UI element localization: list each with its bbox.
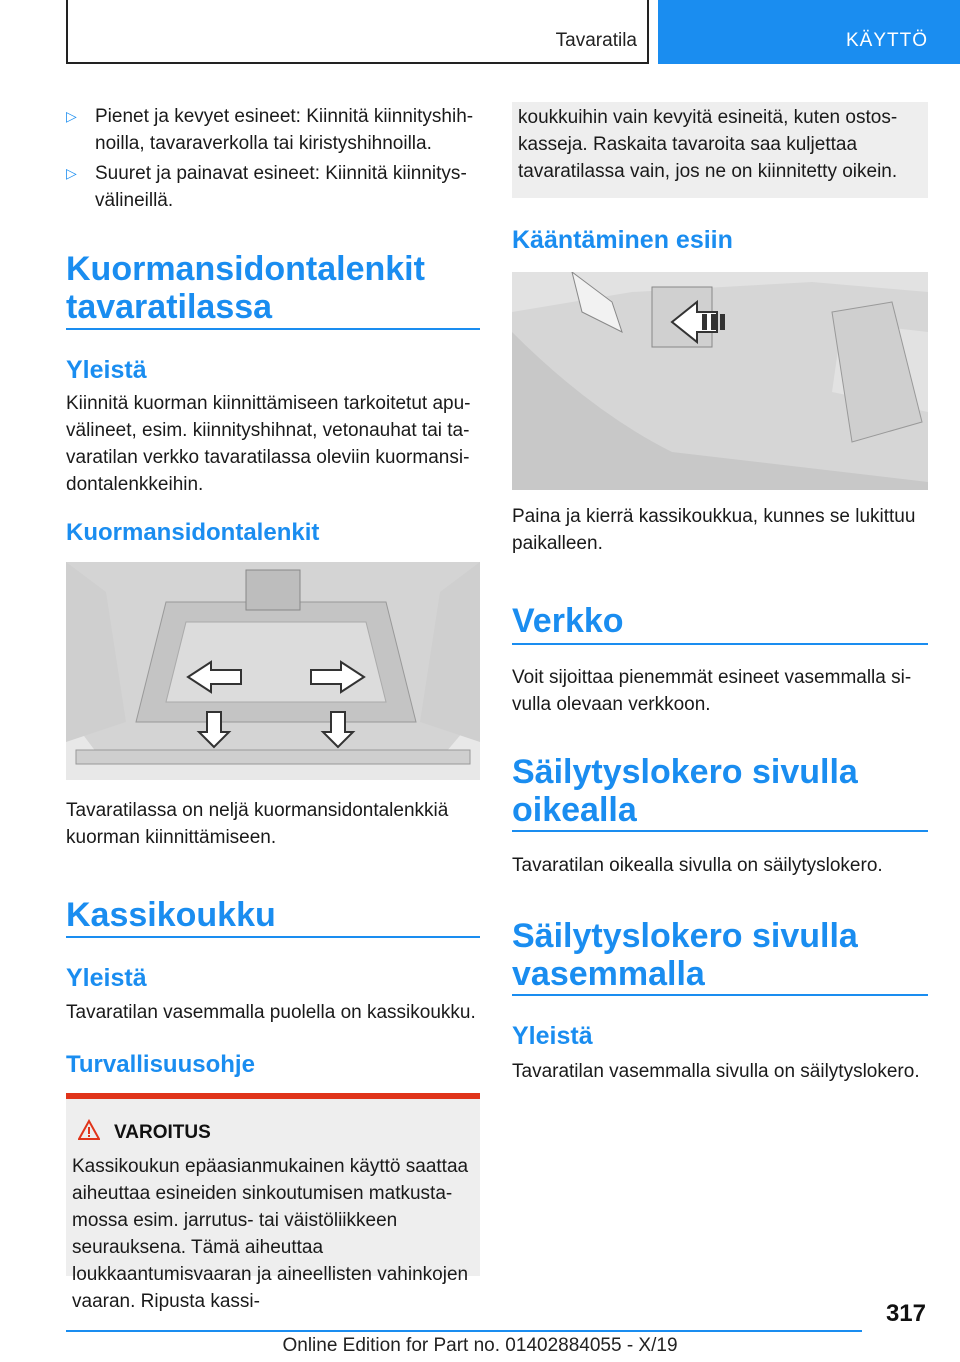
bullet-triangle-icon: ▷ (66, 108, 77, 124)
heading-bag-hook: Kassikoukku (66, 896, 276, 934)
warning-continued: koukkuihin vain kevyitä esineitä, kuten ostoskasseja. Raskaita tavaroita saa kuljettaa tavaratilassa vain, jos ne on kiinnitetty oikein. (512, 102, 928, 198)
bullet-triangle-icon: ▷ (66, 165, 77, 181)
heading-general: Yleistä (66, 964, 147, 992)
header-section-title: Tavaratila (555, 30, 637, 51)
bag-hook-illustration (512, 272, 928, 490)
paragraph-net: Voit sijoittaa pienemmät esineet vasemmalla sivulla olevaan verkkoon. (512, 667, 912, 715)
bag-hook-drawing (512, 272, 928, 490)
heading-general: Yleistä (66, 356, 147, 384)
trunk-anchors-drawing (66, 562, 480, 780)
paragraph-storage-right: Tavaratilan oikealla sivulla on säilytyslokero. (512, 855, 883, 876)
heading-rule (66, 328, 480, 330)
paragraph-general: Kiinnitä kuorman kiinnittämiseen tarkoitetut apuvälineet, esim. kiinnityshihnat, vetonauhat tai tavaratilan verkko tavaratilassa oleviin kuormansidontalenkkeihin. (66, 393, 471, 495)
heading-net: Verkko (512, 602, 624, 640)
paragraph-bag-hook: Tavaratilan vasemmalla puolella on kassikoukku. (66, 1002, 476, 1023)
heading-rule (512, 643, 928, 645)
heading-general: Yleistä (512, 1022, 593, 1050)
heading-rule (66, 936, 480, 938)
header-section-tab (66, 0, 649, 64)
bullet-item (66, 103, 480, 157)
footer-edition: Online Edition for Part no. 01402884055 - X/19 (282, 1335, 678, 1356)
bullet-text: Suuret ja painavat esineet: Kiinnitä kiinnitysvälineillä. (95, 163, 467, 211)
bullet-item (66, 160, 480, 214)
paragraph-storage-left: Tavaratilan vasemmalla sivulla on säilytyslokero. (512, 1061, 920, 1082)
page-number: 317 (885, 1300, 926, 1327)
heading-anchors-in-trunk: Kuormansidontalenkit tavaratilassa (66, 250, 425, 326)
warning-box (66, 1099, 480, 1312)
bullet-text: Pienet ja kevyet esineet: Kiinnitä kiinnityshihnoilla, tavaraverkolla tai kiristyshihnoilla. (95, 106, 474, 154)
header-chapter-tab (658, 0, 960, 64)
figure-caption-bag-hook: Paina ja kierrä kassikoukkua, kunnes se lukittuu paikalleen. (512, 506, 916, 554)
figure-caption-anchors: Tavaratilassa on neljä kuormansidontalenkkiä kuorman kiinnittämiseen. (66, 800, 449, 848)
heading-rule (512, 830, 928, 832)
warning-text: Kassikoukun epäasianmukainen käyttö saattaa aiheuttaa esineiden sinkoutumisen matkustamossa esim. jarrutus- tai väistöliikkeen seurauksena. Tämä aiheuttaa loukkaantumisvaaran ja aineellisten vahinkojen vaaran. Ripusta kassi- (72, 1156, 469, 1312)
heading-safety: Turvallisuusohje (66, 1051, 255, 1078)
header-chapter-title: KÄYTTÖ (845, 30, 928, 51)
warning-triangle-icon (78, 1119, 100, 1141)
footer-rule (66, 1330, 862, 1332)
heading-anchors: Kuormansidontalenkit (66, 519, 320, 546)
trunk-anchors-illustration (66, 562, 480, 780)
heading-storage-right: Säilytyslokero sivulla oikealla (512, 753, 858, 829)
heading-fold-out: Kääntäminen esiin (512, 226, 733, 254)
warning-title: VAROITUS (114, 1122, 211, 1143)
heading-rule (512, 994, 928, 996)
heading-storage-left: Säilytyslokero sivulla vasemmalla (512, 917, 858, 993)
